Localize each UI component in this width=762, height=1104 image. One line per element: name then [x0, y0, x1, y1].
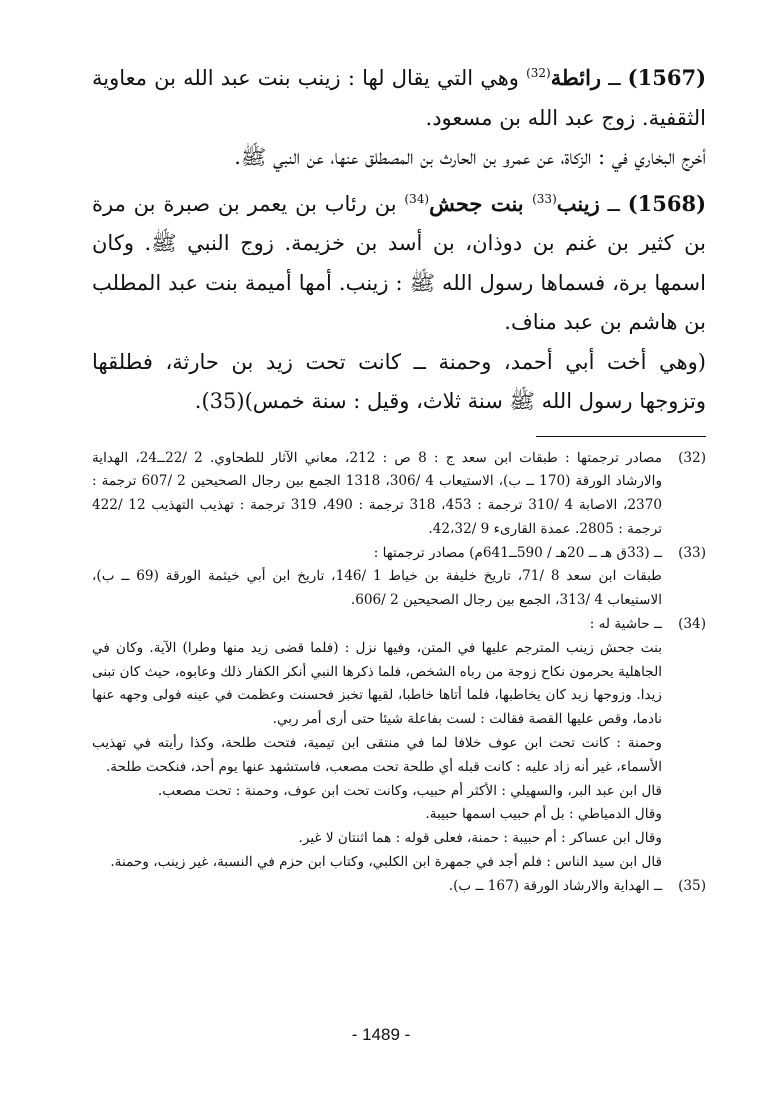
footnote-text: ــ حاشية له :: [589, 616, 662, 633]
entry-number: (1567): [627, 65, 706, 90]
footnote-text: بنت جحش زينب المترجم عليها في المتن، وفيها نزل : (فلما قضى زيد منها وطرا) الآية. وكان في الجاهلية يحرمون نكاح زوجة من رباه الشخص، فلما ذكرها النبي أنكر الكفار ذلك وعابوه، حيث كان تبنى زيدا. وزوجها زيد كان يخاطبها، فلما أتاها خاطبا، لقيها تخبز فحسنت وعظمت في عينه فولى وجهه عنها نادما، وقص عليها القصة فقالت : لست بفاعلة شيئا حتى أرى أمر ربي.: [92, 639, 662, 728]
footnote-text: وحمنة : كانت تحت ابن عوف خلافا لما في منتقى ابن تيمية، فتحت طلحة، وكذا رأيته في تهذيب الأسماء، غير أنه زاد عليه : كانت قبله أي طلحة تحت مصعب، فاستشهد عنها يوم أحد، فنكحت طلحة.: [92, 735, 662, 775]
footnote-text: مصادر ترجمتها : طبقات ابن سعد ج : 8 ص : 212، معاني الآثار للطحاوي. 2 /22ــ24، الهداية والارشاد الورقة (170 ــ ب)، الاستيعاب 4 /306، 1318 الجمع بين رجال الصحيحين 2 /607 ترجمة : 2370، الاصابة 4 /310 ترجمة : 453، 318 ترجمة : 490، 319 ترجمة : تهذيب التهذيب 12 /422 ترجمة : 2805. عمدة القارىء 9 /42،32.: [92, 449, 663, 537]
entry-1567: [92, 58, 706, 138]
footnote-number: (35): [678, 877, 706, 894]
footnote-ref[interactable]: (33): [532, 191, 557, 206]
footnote-separator: [536, 436, 706, 437]
footnote-text: قال ابن عبد البر، والسهيلي : الأكثر أم حبيب، وكانت تحت ابن عوف، وحمنة : تحت مصعب.: [157, 782, 662, 799]
entry-number: (1568): [627, 190, 707, 216]
entry-dash: ــ: [599, 191, 628, 216]
footnote-text: طبقات ابن سعد 8 /71، تاريخ خليفة بن خياط 1 /146، تاريخ ابن أبي خيثمة الورقة (69 ــ ب)، الاستيعاب 4 /313، الجمع بين رجال الصحيحين 2 /606.: [92, 568, 662, 609]
entry-name-continued: بنت جحش: [429, 190, 533, 216]
footnote-text: قال ابن سيد الناس : فلم أجد في جمهرة ابن الكلبي، وكتاب ابن حزم في النسبة، غير زينب، وحمنة.: [110, 854, 662, 871]
entry-dash: ــ: [601, 66, 628, 90]
footnote-32: [92, 447, 706, 542]
footnote-35: [92, 875, 706, 899]
footnote-text: وقال الدمياطي : بل أم حبيب اسمها حبيبة.: [425, 806, 662, 823]
entry-text: بن رئاب بن يعمر بن صبرة بن مرة بن كثير بن غنم بن دوذان، بن أسد بن خزيمة. زوج النبي ﷺ. وكان اسمها برة، فسماها رسول الله ﷺ : زينب. أمها أميمة بنت عبد المطلب بن هاشم بن عبد مناف.: [92, 191, 706, 334]
entry-1568-note: (وهي أخت أبي أحمد، وحمنة ــ كانت تحت زيد بن حارثة، فطلقها وتزوجها رسول الله ﷺ سنة ثلاث، وقيل : سنة خمس)(35).: [92, 349, 706, 413]
footnote-body: [92, 447, 662, 542]
footnote-ref[interactable]: (34): [404, 191, 430, 206]
entry-1568: [92, 184, 706, 343]
footnote-34: [92, 613, 706, 875]
footnote-ref[interactable]: (32): [526, 66, 551, 80]
footnote-body: [92, 613, 662, 875]
entry-text: وهي التي يقال لها : زينب بنت عبد الله بن معاوية الثقفية. زوج عبد الله بن مسعود.: [92, 66, 706, 130]
footnote-33: [92, 542, 706, 613]
footnote-number: (33): [678, 544, 706, 561]
entry-name: زينب: [556, 190, 600, 216]
footnote-body: [92, 542, 662, 613]
entry-name: رائطة: [550, 65, 602, 90]
footnote-text: وقال ابن عساكر : أم حبيبة : حمنة، فعلى قوله : هما اثنتان لا غير.: [298, 830, 662, 847]
footnote-body: [92, 875, 662, 899]
footnote-number: (34): [678, 616, 706, 633]
footnote-text: ــ (33ق هـ ــ 20هـ / 590ــ641م) مصادر ترجمتها :: [373, 544, 662, 561]
footnote-number: (32): [678, 449, 706, 466]
entry-1567-source: أخرج البخاري في : الزكاة، عن عمرو بن الحارث بن المصطلق عنها، عن النبي ﷺ.: [234, 145, 706, 169]
footnote-text: ــ الهداية والارشاد الورقة (167 ــ ب).: [448, 877, 662, 894]
page-number: - 1489 -: [351, 1025, 411, 1044]
footnotes: [92, 447, 706, 899]
page-content: [92, 58, 706, 899]
